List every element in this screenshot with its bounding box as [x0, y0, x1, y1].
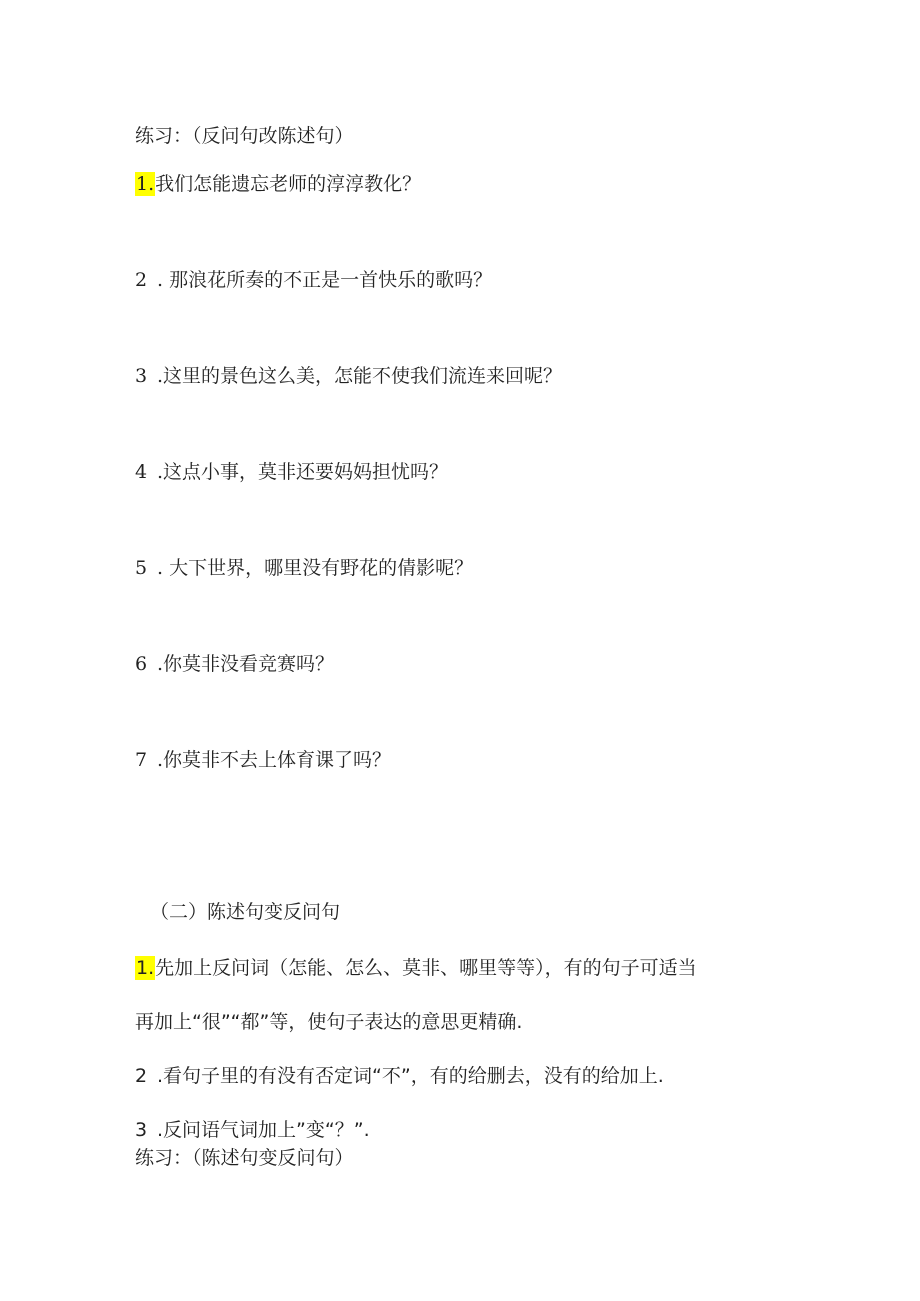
section2-exercise-heading: 练习：（陈述句变反问句） — [135, 1147, 354, 1169]
item-number-highlighted: 1. — [136, 173, 155, 195]
exercise-item-3 — [135, 364, 562, 388]
item-number: 6 — [135, 653, 148, 675]
item-number: 2 — [135, 269, 148, 291]
item-text: . 大下世界，哪里没有野花的倩影呢？ — [157, 557, 474, 579]
item-text: .这点小事，莫非还要妈妈担忧吗？ — [157, 461, 449, 483]
exercise-item-1 — [135, 172, 421, 196]
rule-text: .反问语气词加上”变“？”. — [157, 1119, 370, 1141]
item-text: .你莫非不去上体育课了吗？ — [157, 749, 392, 771]
exercise-item-5 — [135, 556, 473, 580]
exercise-item-6 — [135, 652, 334, 676]
item-text: .这里的景色这么美，怎能不使我们流连来回呢？ — [157, 365, 563, 387]
rule-text: .看句子里的有没有否定词“不”，有的给删去，没有的给加上. — [157, 1065, 664, 1087]
rule-1 — [135, 956, 697, 980]
section2-heading: （二）陈述句变反问句 — [150, 901, 341, 923]
exercise-item-7 — [135, 748, 391, 772]
rule-number: 2 — [135, 1065, 148, 1087]
rule-text: 先加上反问词（怎能、怎么、莫非、哪里等等），有的句子可适当 — [155, 957, 697, 979]
rule-2 — [135, 1064, 664, 1088]
rule-1-continuation: 再加上“很”“都”等，使句子表达的意思更精确. — [135, 1011, 523, 1033]
section1-heading: 练习：（反问句改陈述句） — [135, 125, 354, 147]
rule-number: 3 — [135, 1119, 148, 1141]
item-number: 7 — [135, 749, 148, 771]
item-number: 3 — [135, 365, 148, 387]
item-text: 我们怎能遗忘老师的淳淳教化？ — [155, 173, 422, 195]
item-number: 4 — [135, 461, 148, 483]
rule-3 — [135, 1118, 370, 1142]
rule-number-highlighted: 1. — [136, 957, 155, 979]
item-number: 5 — [135, 557, 148, 579]
item-text: .你莫非没看竞赛吗？ — [157, 653, 335, 675]
item-text: . 那浪花所奏的不正是一首快乐的歌吗？ — [157, 269, 493, 291]
exercise-item-4 — [135, 460, 448, 484]
exercise-item-2 — [135, 268, 492, 292]
